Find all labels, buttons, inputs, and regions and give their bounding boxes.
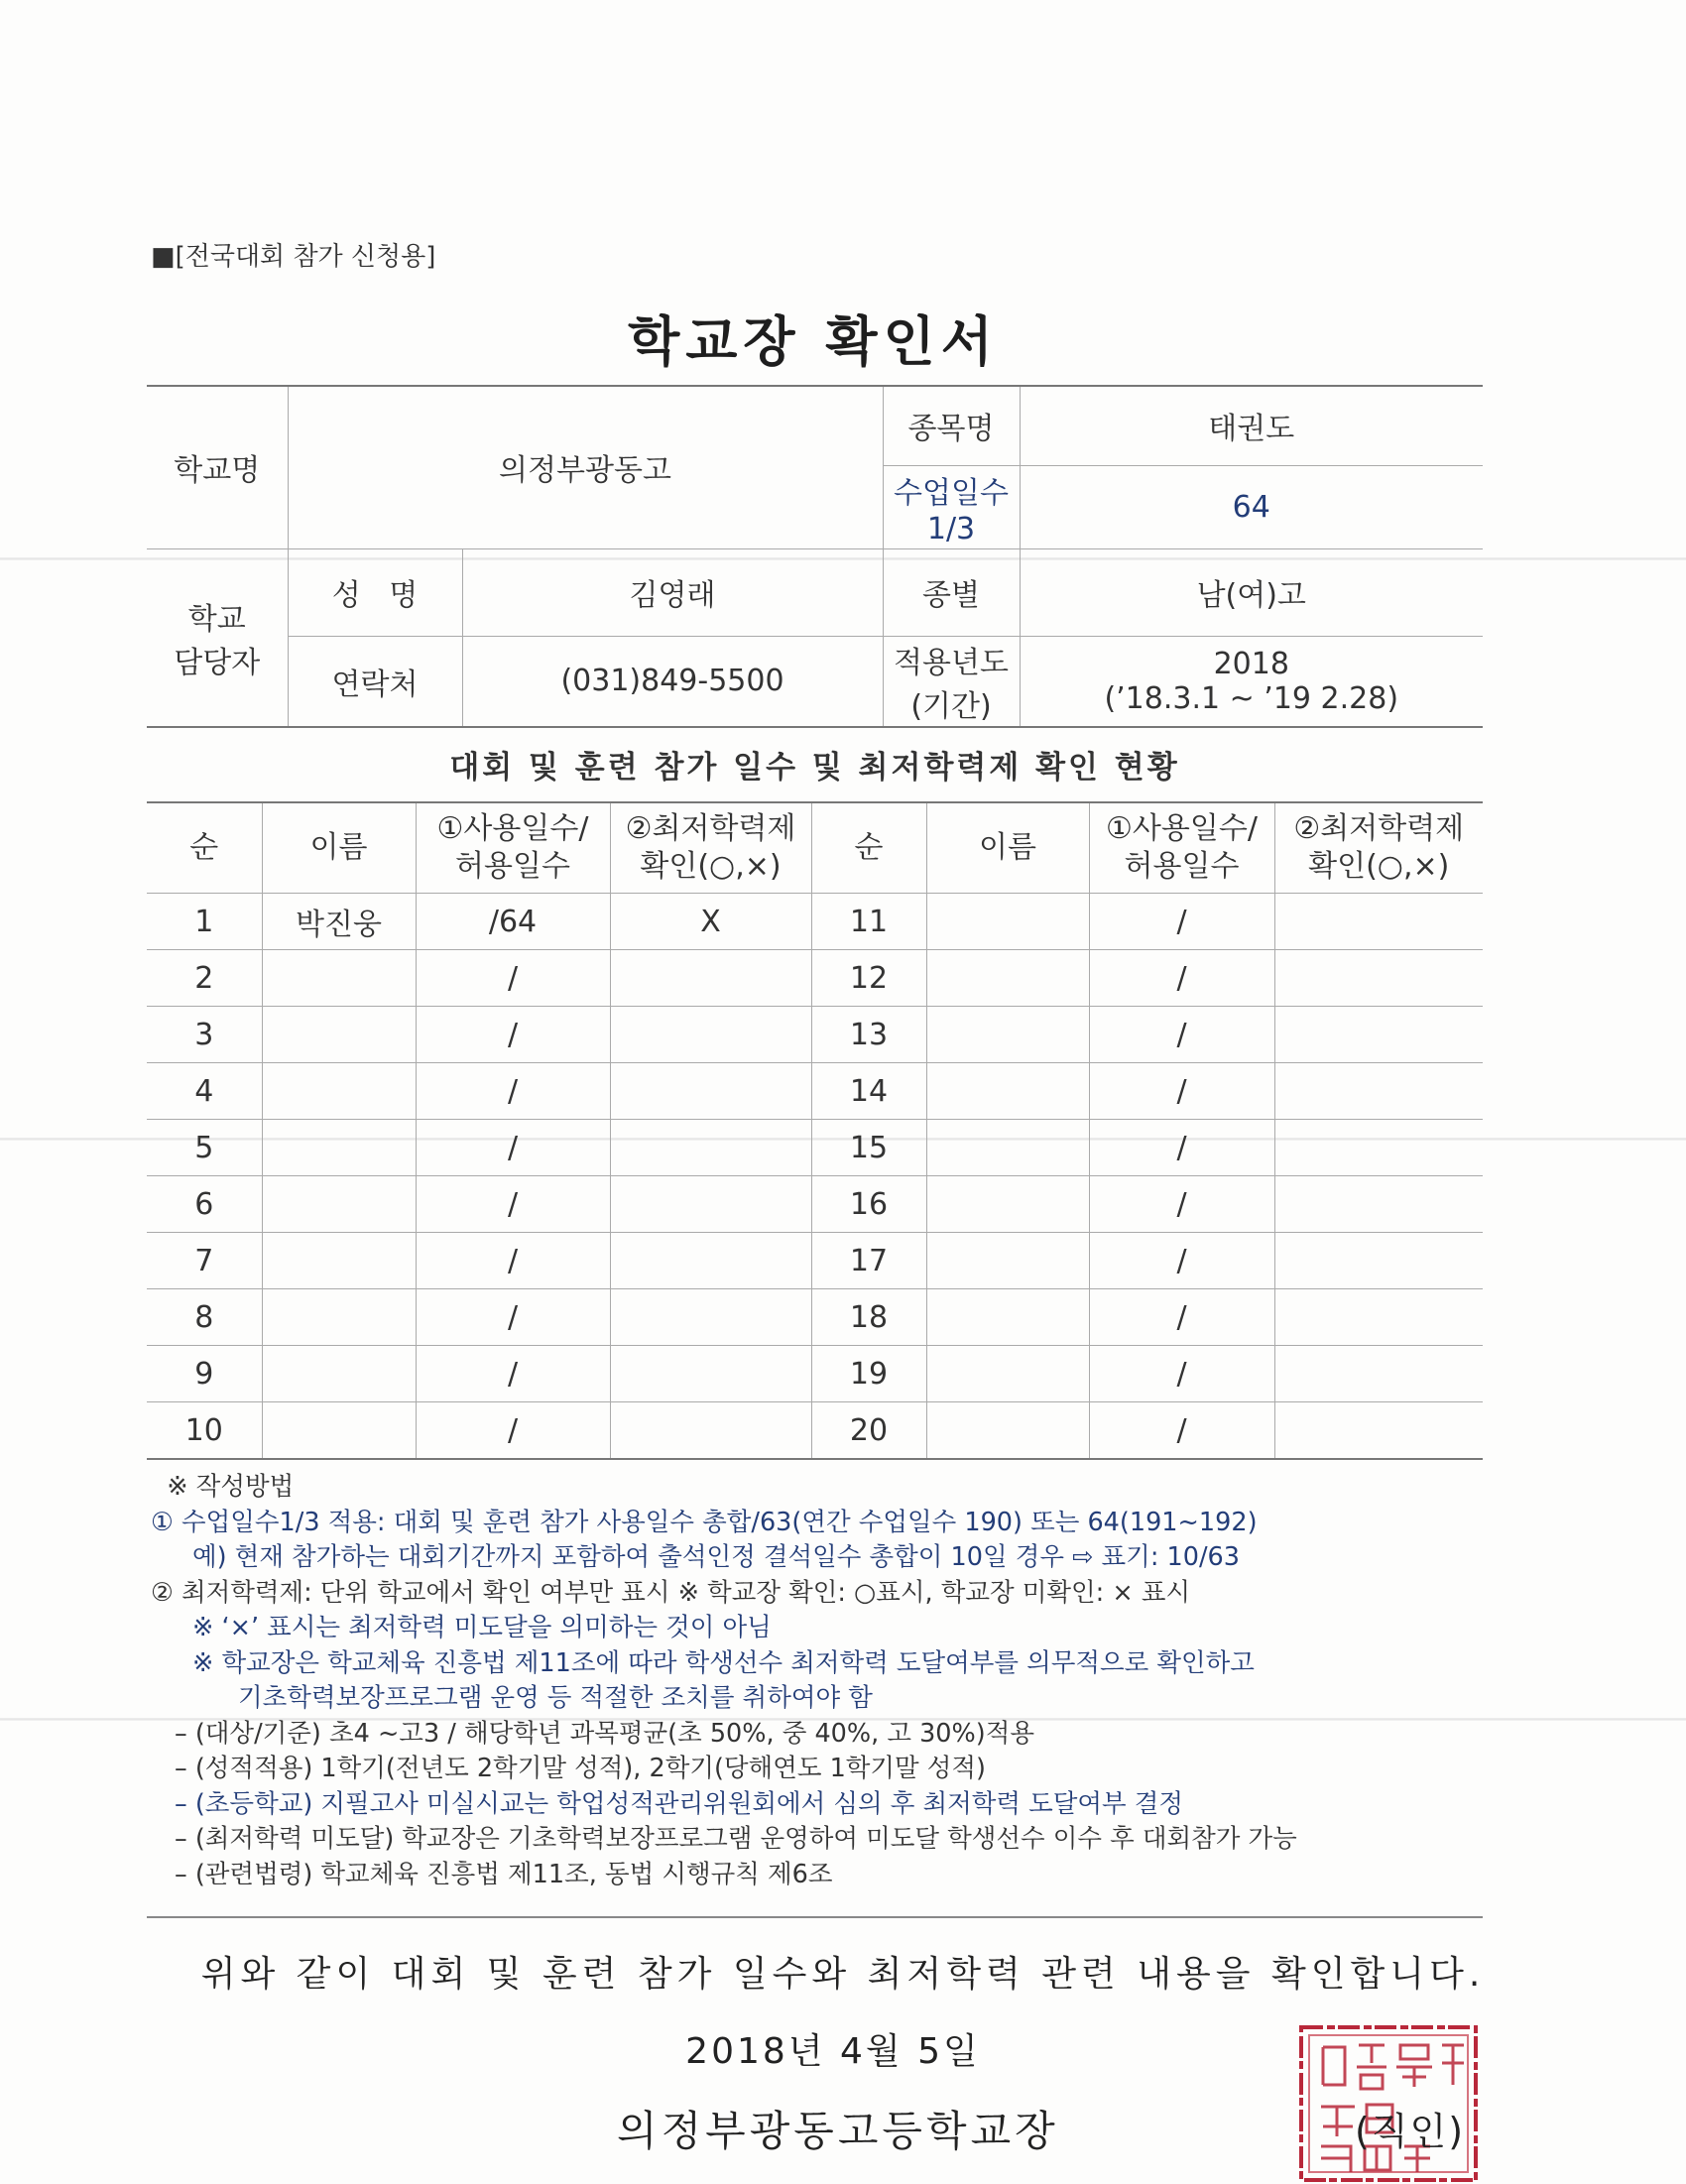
minimum-check [610, 1289, 811, 1346]
header-check-line2: 확인(○,×) [640, 849, 782, 884]
table-row [147, 894, 1483, 950]
minimum-check [1274, 1402, 1483, 1460]
instruction-line: – (관련법령) 학교체육 진흥법 제11조, 동법 시행규칙 제6조 [175, 1859, 833, 1889]
student-name [262, 1346, 416, 1402]
days-used: / [416, 1120, 610, 1176]
school-label: 학교명 [147, 386, 288, 548]
school-info-table [147, 385, 1483, 728]
header-days [416, 802, 610, 894]
applied-period: (’18.3.1 ~ ’19 2.28) [1104, 680, 1399, 716]
header-days-line1: ①사용일수/ [1106, 811, 1258, 846]
student-name: 박진웅 [262, 894, 416, 950]
days-used: / [416, 950, 610, 1007]
class-days-label [883, 465, 1020, 548]
minimum-check [1274, 894, 1483, 950]
student-name [262, 1402, 416, 1460]
manager-label-line1: 학교 [187, 601, 246, 637]
days-used: / [1089, 1289, 1274, 1346]
minimum-check [1274, 1233, 1483, 1289]
row-number: 10 [147, 1402, 262, 1460]
header-check-line1: ②최저학력제 [625, 811, 796, 846]
row-number: 7 [147, 1233, 262, 1289]
instructions-section [151, 1470, 1490, 1892]
minimum-check [1274, 1007, 1483, 1063]
minimum-check [610, 1007, 811, 1063]
division-value: 남(여)고 [1020, 548, 1483, 636]
class-days-value: 64 [1020, 465, 1483, 548]
row-number: 12 [811, 950, 926, 1007]
instruction-line: ② 최저학력제: 단위 학교에서 확인 여부만 표시 ※ 학교장 확인: ○표시, 학교장 미확인: × 표시 [151, 1577, 1191, 1608]
minimum-check [1274, 1289, 1483, 1346]
table-row [147, 1176, 1483, 1233]
minimum-check [1274, 950, 1483, 1007]
days-used: / [416, 1063, 610, 1120]
student-name [926, 894, 1089, 950]
instruction-line: 기초학력보장프로그램 운영 등 적절한 조치를 취하여야 함 [238, 1683, 873, 1713]
header-check-line1: ②최저학력제 [1293, 811, 1465, 846]
header-days-line1: ①사용일수/ [436, 811, 589, 846]
student-name [926, 1007, 1089, 1063]
header-days-line2: 허용일수 [1124, 849, 1240, 884]
student-name [262, 950, 416, 1007]
student-name [926, 1176, 1089, 1233]
student-name [926, 1346, 1089, 1402]
minimum-check [1274, 1176, 1483, 1233]
minimum-check [610, 1063, 811, 1120]
days-used: / [1089, 950, 1274, 1007]
class-days-label-line2: 1/3 [926, 511, 976, 546]
section-title: 대회 및 훈련 참가 일수 및 최저학력제 확인 현황 [449, 750, 1180, 786]
days-used: / [416, 1402, 610, 1460]
student-name [926, 1289, 1089, 1346]
table-row [147, 1346, 1483, 1402]
contact-label: 연락처 [288, 636, 462, 727]
days-used: /64 [416, 894, 610, 950]
sport-label: 종목명 [883, 386, 1020, 465]
year-label [883, 636, 1020, 727]
days-used: / [1089, 1346, 1274, 1402]
instruction-line: ※ ‘×’ 표시는 최저학력 미도달을 의미하는 것이 아님 [192, 1613, 772, 1642]
header-name: 이름 [262, 802, 416, 894]
days-used: / [1089, 1233, 1274, 1289]
days-used: / [1089, 1007, 1274, 1063]
applied-year: 2018 [1213, 646, 1289, 681]
year-label-line1: 적용년도 [894, 645, 1009, 680]
minimum-check [610, 1233, 811, 1289]
manager-name-value: 김영래 [462, 548, 883, 636]
student-name [926, 1063, 1089, 1120]
participation-table [147, 801, 1483, 1460]
instruction-line: 예) 현재 참가하는 대회기간까지 포함하여 출석인정 결석일수 총합이 10일 경우 ⇨ 표기: 10/63 [192, 1542, 1240, 1572]
table-row [147, 950, 1483, 1007]
days-used: / [1089, 1120, 1274, 1176]
header-check-line2: 확인(○,×) [1308, 849, 1450, 884]
divider [147, 1916, 1483, 1918]
row-number: 19 [811, 1346, 926, 1402]
student-name [262, 1176, 416, 1233]
header-no: 순 [147, 802, 262, 894]
table-row [147, 1120, 1483, 1176]
row-number: 5 [147, 1120, 262, 1176]
table-header-row [147, 802, 1483, 894]
manager-label [147, 548, 288, 727]
row-number: 2 [147, 950, 262, 1007]
student-name [926, 1120, 1089, 1176]
year-label-line2: (기간) [910, 688, 992, 724]
row-number: 6 [147, 1176, 262, 1233]
instruction-line: – (초등학교) 지필고사 미실시교는 학업성적관리위원회에서 심의 후 최저학력 도달여부 결정 [175, 1788, 1184, 1819]
row-number: 16 [811, 1176, 926, 1233]
header-check [610, 802, 811, 894]
header-name: 이름 [926, 802, 1089, 894]
header-days [1089, 802, 1274, 894]
row-number: 1 [147, 894, 262, 950]
row-number: 8 [147, 1289, 262, 1346]
days-used: / [1089, 1176, 1274, 1233]
student-name [262, 1007, 416, 1063]
days-used: / [1089, 894, 1274, 950]
table-row [147, 1233, 1483, 1289]
days-used: / [1089, 1063, 1274, 1120]
table-row [147, 1402, 1483, 1460]
header-check [1274, 802, 1483, 894]
instruction-line: – (최저학력 미도달) 학교장은 기초학력보장프로그램 운영하여 미도달 학생선수 이수 후 대회참가 가능 [175, 1824, 1297, 1854]
row-number: 14 [811, 1063, 926, 1120]
student-name [262, 1289, 416, 1346]
days-used: / [416, 1233, 610, 1289]
header-days-line2: 허용일수 [455, 849, 570, 884]
days-used: / [1089, 1402, 1274, 1460]
days-used: / [416, 1007, 610, 1063]
header-no: 순 [811, 802, 926, 894]
student-name [262, 1063, 416, 1120]
manager-name-label: 성 명 [288, 548, 462, 636]
minimum-check: X [610, 894, 811, 950]
minimum-check [1274, 1346, 1483, 1402]
minimum-check [1274, 1120, 1483, 1176]
row-number: 4 [147, 1063, 262, 1120]
row-number: 17 [811, 1233, 926, 1289]
minimum-check [610, 1120, 811, 1176]
confirmation-statement: 위와 같이 대회 및 훈련 참가 일수와 최저학력 관련 내용을 확인합니다. [200, 1954, 1486, 1995]
instruction-line: ※ 작성방법 [151, 1472, 295, 1502]
instruction-line: ※ 학교장은 학교체육 진흥법 제11조에 따라 학생선수 최저학력 도달여부를 의무적으로 확인하고 [192, 1647, 1255, 1678]
table-row [147, 1289, 1483, 1346]
class-days-label-line1: 수업일수 [894, 475, 1009, 511]
minimum-check [610, 950, 811, 1007]
division-label: 종별 [883, 548, 1020, 636]
minimum-check [610, 1402, 811, 1460]
form-type-tag: ■[전국대회 참가 신청용] [151, 242, 436, 272]
seal-label: (직인) [1355, 2110, 1466, 2153]
table-row [147, 1063, 1483, 1120]
document-title: 학교장 확인서 [628, 310, 999, 373]
contact-value: (031)849-5500 [462, 636, 883, 727]
row-number: 13 [811, 1007, 926, 1063]
days-used: / [416, 1346, 610, 1402]
instruction-line: – (성적적용) 1학기(전년도 2학기말 성적), 2학기(당해연도 1학기말 성적) [175, 1754, 987, 1783]
student-name [262, 1233, 416, 1289]
student-name [926, 950, 1089, 1007]
days-used: / [416, 1176, 610, 1233]
minimum-check [610, 1346, 811, 1402]
minimum-check [610, 1176, 811, 1233]
student-name [926, 1402, 1089, 1460]
sport-value: 태권도 [1020, 386, 1483, 465]
instruction-line: – (대상/기준) 초4 ~고3 / 해당학년 과목평균(초 50%, 중 40%, 고 30%)적용 [175, 1718, 1034, 1749]
row-number: 3 [147, 1007, 262, 1063]
manager-label-line2: 담당자 [174, 645, 261, 680]
row-number: 18 [811, 1289, 926, 1346]
principal-title: 의정부광동고등학교장 [617, 2107, 1059, 2155]
instruction-line: ① 수업일수1/3 적용: 대회 및 훈련 참가 사용일수 총합/63(연간 수업일수 190) 또는 64(191~192) [151, 1507, 1258, 1537]
issue-date: 2018년 4월 5일 [685, 2031, 981, 2072]
row-number: 20 [811, 1402, 926, 1460]
student-name [262, 1120, 416, 1176]
row-number: 15 [811, 1120, 926, 1176]
days-used: / [416, 1289, 610, 1346]
table-row [147, 1007, 1483, 1063]
school-name: 의정부광동고 [288, 386, 883, 548]
student-name [926, 1233, 1089, 1289]
row-number: 11 [811, 894, 926, 950]
year-value [1020, 636, 1483, 727]
minimum-check [1274, 1063, 1483, 1120]
row-number: 9 [147, 1346, 262, 1402]
